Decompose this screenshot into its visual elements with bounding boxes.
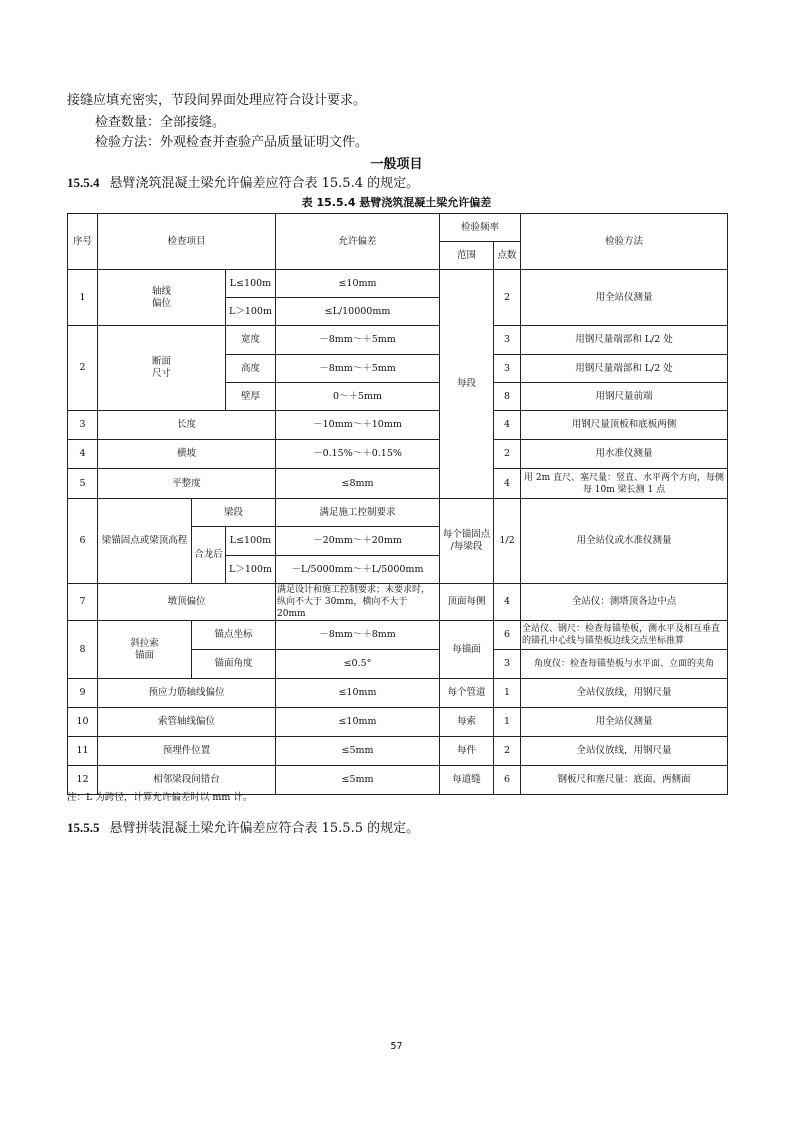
row-tolerance: －0.15%～＋0.15% [276,440,440,469]
row-item: 预埋件位置 [98,737,276,766]
row-range: 每个管道 [440,679,494,708]
row-method: 全站仪放线，用钢尺量 [521,737,728,766]
row-tolerance: 0～＋5mm [276,383,440,411]
row-range: 每道缝 [440,766,494,795]
intro-line-3: 检验方法：外观检查并查验产品质量证明文件。 [95,135,369,150]
row-range: 顶面每侧 [440,584,494,621]
range-each-segment: 每段 [440,270,494,499]
table-caption: 表 15.5.4 悬臂浇筑混凝土梁允许偏差 [301,196,492,209]
row-item: 轴线 偏位 [98,270,226,326]
row-tolerance: ≤L/10000mm [276,298,440,326]
row-tolerance: －8mm～＋5mm [276,355,440,383]
clause-number: 15.5.4 [67,175,100,190]
row-points: 6 [494,766,521,795]
row-seq: 1 [68,270,98,326]
row-sub-item: 梁段 [192,499,276,527]
row-seq: 11 [68,737,98,766]
table-row [68,499,728,527]
row-method: 用钢尺量前端 [521,383,728,411]
row-method: 用全站仪测量 [521,270,728,326]
row-tolerance: 满足设计和施工控制要求；未要求时，纵向不大于 30mm，横向不大于 20mm [276,584,440,621]
row-points: 3 [494,650,521,679]
closure-label: 合龙后 [192,527,226,584]
row-item: 长度 [98,411,276,440]
row-points: 1 [494,708,521,737]
row-item: 索管轴线偏位 [98,708,276,737]
table-row [68,270,728,298]
row-method: 用全站仪测量 [521,708,728,737]
row-seq: 9 [68,679,98,708]
row-seq: 6 [68,499,98,584]
header-tolerance: 允许偏差 [276,214,440,270]
header-range: 范围 [440,242,494,270]
table-header-row [68,214,728,242]
row-seq: 12 [68,766,98,795]
row-range: 每锚面 [440,621,494,679]
row-tolerance: －8mm～＋5mm [276,326,440,355]
row-seq: 10 [68,708,98,737]
row-range: 每索 [440,708,494,737]
row-item: 横坡 [98,440,276,469]
clause-15-5-5 [67,819,419,838]
row-sub-item: L＞100m [226,298,276,326]
section-heading: 一般项目 [370,157,423,172]
row-range: 每件 [440,737,494,766]
row-tolerance: ≤10mm [276,270,440,298]
table-row [68,469,728,499]
row-method: 钢板尺和塞尺量：底面、两侧面 [521,766,728,795]
row-method: 全站仪、钢尺：检查每锚垫板，测水平及相互垂直的锚孔中心线与锚垫板边线交点坐标推算 [521,621,728,650]
row-seq: 7 [68,584,98,621]
row-sub-item: 锚面角度 [192,650,276,679]
row-seq: 5 [68,469,98,499]
row-method: 用全站仪或水准仪测量 [521,499,728,584]
row-seq: 2 [68,326,98,411]
clause-15-5-4 [67,174,419,193]
row-tolerance: ≤10mm [276,679,440,708]
row-tolerance: －10mm～＋10mm [276,411,440,440]
row-tolerance: －8mm～＋8mm [276,621,440,650]
row-sub-item: L≤100m [226,527,276,556]
row-item: 墩顶偏位 [98,584,276,621]
row-sub-item: 高度 [226,355,276,383]
clause-number: 15.5.5 [67,820,100,835]
row-item: 相邻梁段间错台 [98,766,276,795]
header-item: 检查项目 [98,214,276,270]
row-method: 用钢尺量端部和 L/2 处 [521,326,728,355]
row-tolerance: ≤5mm [276,766,440,795]
header-method: 检验方法 [521,214,728,270]
row-points: 4 [494,584,521,621]
row-method: 全站仪：测塔顶各边中点 [521,584,728,621]
row-seq: 4 [68,440,98,469]
row-points: 3 [494,326,521,355]
intro-line-1: 接缝应填充密实，节段间界面处理应符合设计要求。 [67,93,367,108]
row-method: 用 2m 直尺、塞尺量：竖直、水平两个方向，每侧每 10m 梁长测 1 点 [521,469,728,499]
row-sub-item: 壁厚 [226,383,276,411]
row-points: 2 [494,270,521,326]
row-method: 全站仪放线，用钢尺量 [521,679,728,708]
page-number: 57 [390,1041,403,1052]
row-item: 平整度 [98,469,276,499]
intro-line-2: 检查数量：全部接缝。 [95,115,226,130]
row-tolerance: ≤10mm [276,708,440,737]
row-sub-item: 锚点坐标 [192,621,276,650]
row-tolerance: －20mm～＋20mm [276,527,440,556]
row-tolerance: ≤5mm [276,737,440,766]
table-row [68,326,728,355]
row-method: 用水准仪测量 [521,440,728,469]
row-points: 3 [494,355,521,383]
row-item: 断面 尺寸 [98,326,226,411]
header-frequency: 检验频率 [440,214,521,242]
row-seq: 8 [68,621,98,679]
row-points: 8 [494,383,521,411]
row-range: 每个锚固点 /每梁段 [440,499,494,584]
row-tolerance: ≤8mm [276,469,440,499]
row-points: 2 [494,440,521,469]
row-method: 用钢尺量端部和 L/2 处 [521,355,728,383]
header-points: 点数 [494,242,521,270]
row-method: 用钢尺量顶板和底板两侧 [521,411,728,440]
row-tolerance: －L/5000mm～＋L/5000mm [276,556,440,584]
header-seq: 序号 [68,214,98,270]
row-seq: 3 [68,411,98,440]
table-row [68,584,728,621]
clause-text: 悬臂浇筑混凝土梁允许偏差应符合表 15.5.4 的规定。 [109,176,420,191]
row-tolerance: 满足施工控制要求 [276,499,440,527]
row-sub-item: 宽度 [226,326,276,355]
row-tolerance: ≤0.5° [276,650,440,679]
row-points: 4 [494,411,521,440]
table-row [68,679,728,708]
clause-text: 悬臂拼装混凝土梁允许偏差应符合表 15.5.5 的规定。 [109,821,420,836]
table-row [68,440,728,469]
table-note: 注：L 为跨径，计算允许偏差时以 mm 计。 [67,792,253,803]
row-item: 预应力筋轴线偏位 [98,679,276,708]
row-points: 1 [494,679,521,708]
row-item: 斜拉索 锚面 [98,621,192,679]
row-points: 2 [494,737,521,766]
row-item: 梁锚固点或梁顶高程 [98,499,192,584]
row-points: 6 [494,621,521,650]
row-points: 1/2 [494,499,521,584]
tolerance-table [67,213,728,795]
row-sub-item: L＞100m [226,556,276,584]
row-method: 角度仪：检查每锚垫板与水平面、立面的夹角 [521,650,728,679]
table-row [68,708,728,737]
table-row [68,411,728,440]
row-sub-item: L≤100m [226,270,276,298]
row-points: 4 [494,469,521,499]
table-row [68,621,728,650]
table-row [68,737,728,766]
